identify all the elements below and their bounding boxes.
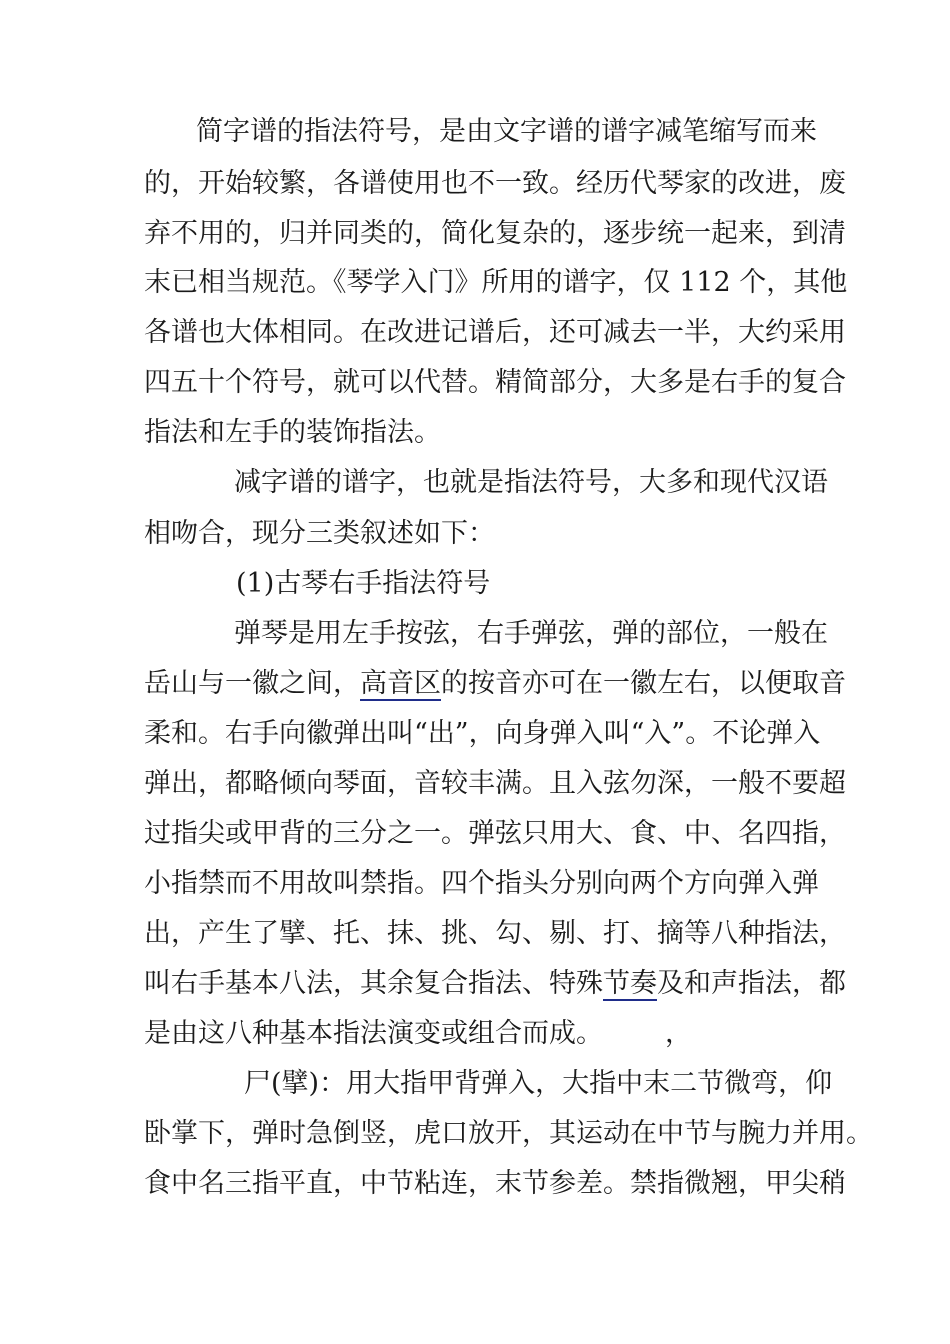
para3-line-9: 是由这八种基本指法演变或组合而成。 bbox=[144, 1018, 603, 1049]
para3-line-6: 小指禁而不用故叫禁指。四个指头分别向两个方向弹入弹 bbox=[144, 868, 819, 899]
para2-line-2: 相吻合，现分三类叙述如下： bbox=[144, 518, 495, 549]
para3-line-5: 过指尖或甲背的三分之一。弹弦只用大、食、中、名四指， bbox=[144, 818, 846, 849]
para1-line-1: 简字谱的指法符号，是由文字谱的谱字减笔缩写而来 bbox=[196, 116, 817, 147]
para3-line-4: 弹出，都略倾向琴面，音较丰满。且入弦勿深，一般不要超 bbox=[144, 768, 846, 799]
para3-line-2 bbox=[144, 666, 846, 702]
stray-comma-mark: ， bbox=[665, 1018, 692, 1049]
para3-line-8-text-b: 及和声指法，都 bbox=[657, 968, 846, 999]
para3-line-8 bbox=[144, 966, 846, 1002]
para1-line-2: 的，开始较繁，各谱使用也不一致。经历代琴家的改进，废 bbox=[144, 168, 846, 199]
para1-line-4: 末已相当规范。《琴学入门》所用的谱字，仅 112 个，其他 bbox=[144, 267, 848, 298]
para3-line-2-text-b: 的按音亦可在一徽左右，以便取音 bbox=[441, 668, 846, 699]
para4-line-1: 尸(擘)：用大指甲背弹入，大指中末二节微弯，仰 bbox=[244, 1068, 833, 1099]
section-heading: (1)古琴右手指法符号 bbox=[236, 568, 491, 599]
para4-line-2: 卧掌下，弹时急倒竖，虎口放开，其运动在中节与腕力并用。 bbox=[144, 1118, 873, 1149]
para3-line-3: 柔和。右手向徽弹出叫“出”，向身弹入叫“入”。不论弹入 bbox=[144, 718, 821, 749]
para2-line-1: 减字谱的谱字，也就是指法符号，大多和现代汉语 bbox=[234, 467, 828, 498]
para1-line-6: 四五十个符号，就可以代替。精简部分，大多是右手的复合 bbox=[144, 367, 846, 398]
para3-line-1: 弹琴是用左手按弦，右手弹弦，弹的部位，一般在 bbox=[234, 618, 828, 649]
para1-line-5: 各谱也大体相同。在改进记谱后，还可减去一半，大约采用 bbox=[144, 317, 846, 348]
para1-line-7: 指法和左手的装饰指法。 bbox=[144, 417, 441, 448]
para3-line-7: 出，产生了擘、托、抹、挑、勾、剔、打、摘等八种指法， bbox=[144, 918, 846, 949]
para3-line-2-text-a: 岳山与一徽之间， bbox=[144, 668, 360, 699]
underlined-term-rhythm: 节奏 bbox=[603, 968, 657, 999]
underlined-term-high-register: 高音区 bbox=[360, 668, 441, 699]
para4-line-3: 食中名三指平直，中节粘连，末节参差。禁指微翘，甲尖稍 bbox=[144, 1168, 846, 1199]
para1-line-3: 弃不用的，归并同类的，简化复杂的，逐步统一起来，到清 bbox=[144, 218, 846, 249]
para3-line-8-text-a: 叫右手基本八法，其余复合指法、特殊 bbox=[144, 968, 603, 999]
